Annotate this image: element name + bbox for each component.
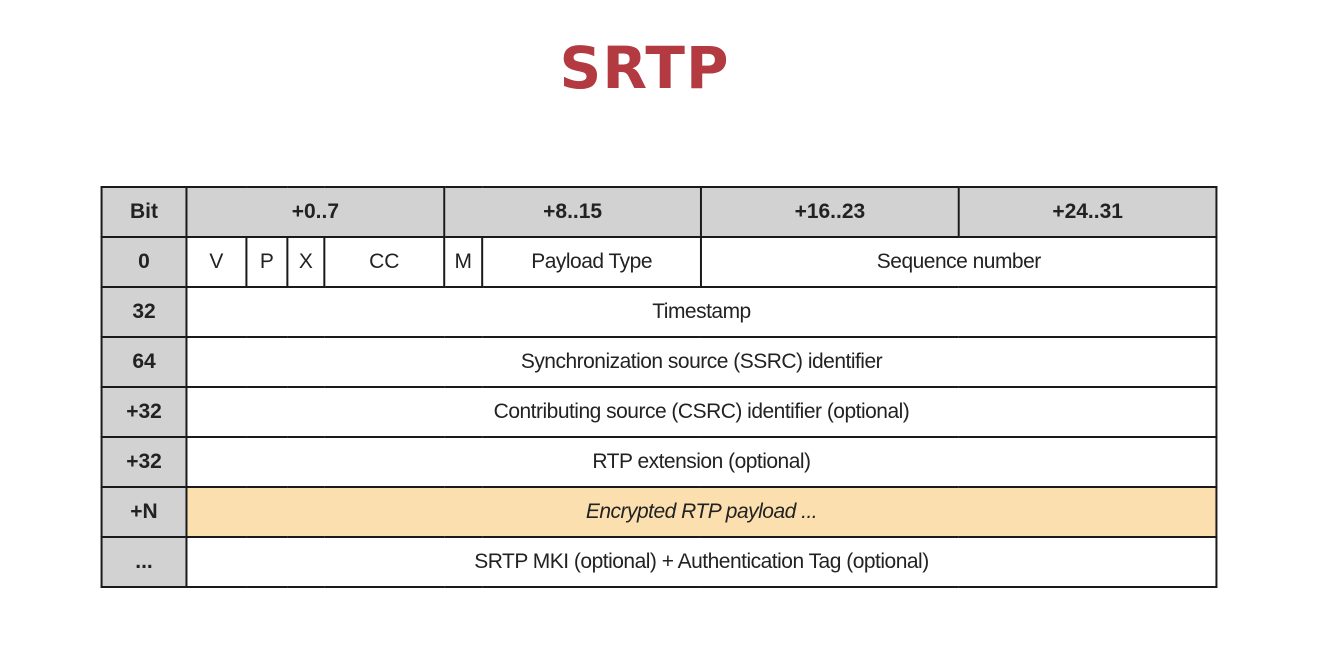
packet-row	[102, 237, 1217, 287]
octet-3-header: +24..31	[959, 187, 1217, 237]
page-title: SRTP	[559, 34, 730, 102]
rtp-extension-field: RTP extension (optional)	[186, 437, 1216, 487]
mki-auth-tag-field: SRTP MKI (optional) + Authentication Tag (optional)	[186, 537, 1216, 587]
marker-field: M	[444, 237, 482, 287]
sequence-number-field: Sequence number	[701, 237, 1216, 287]
version-field: V	[186, 237, 246, 287]
octet-1-header: +8..15	[444, 187, 701, 237]
packet-row	[102, 337, 1217, 387]
extension-field: X	[287, 237, 324, 287]
csrc-count-field: CC	[324, 237, 444, 287]
encrypted-payload-field: Encrypted RTP payload ...	[186, 487, 1216, 537]
packet-row	[102, 287, 1217, 337]
row-offset-label: 64	[102, 337, 187, 387]
row-offset-label: 0	[102, 237, 187, 287]
row-offset-label: +N	[102, 487, 187, 537]
packet-row	[102, 437, 1217, 487]
padding-field: P	[246, 237, 287, 287]
ssrc-field: Synchronization source (SSRC) identifier	[186, 337, 1216, 387]
row-offset-label: ...	[102, 537, 187, 587]
packet-row	[102, 537, 1217, 587]
row-offset-label: +32	[102, 387, 187, 437]
octet-2-header: +16..23	[701, 187, 959, 237]
octet-0-header: +0..7	[186, 187, 444, 237]
packet-row	[102, 387, 1217, 437]
payload-type-field: Payload Type	[482, 237, 701, 287]
csrc-field: Contributing source (CSRC) identifier (optional)	[186, 387, 1216, 437]
header-row	[102, 187, 1217, 237]
timestamp-field: Timestamp	[186, 287, 1216, 337]
packet-row	[102, 487, 1217, 537]
row-offset-label: 32	[102, 287, 187, 337]
srtp-packet-table	[101, 186, 1218, 588]
bit-header: Bit	[102, 187, 187, 237]
row-offset-label: +32	[102, 437, 187, 487]
